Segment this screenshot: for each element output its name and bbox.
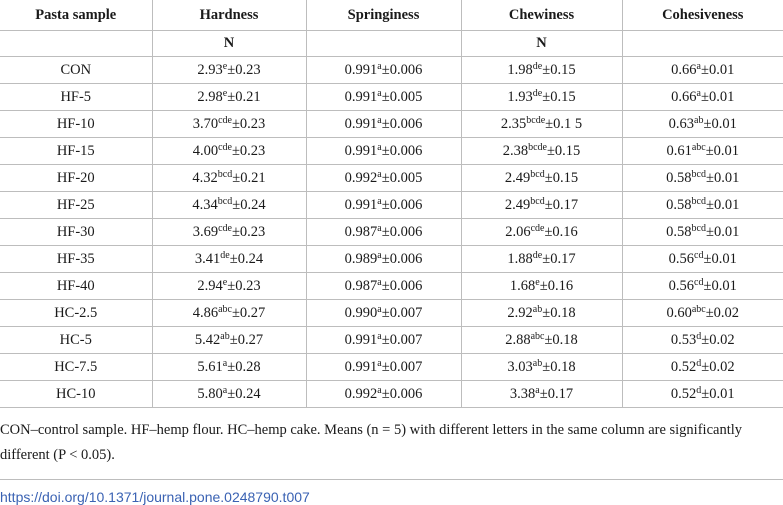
header-pasta-sample: Pasta sample: [0, 0, 152, 31]
cell-sd: ±0.01: [705, 196, 740, 213]
cell-hardness: [152, 300, 306, 327]
cell-sd: ±0.17: [544, 196, 579, 213]
cell-springiness: [306, 138, 461, 165]
cell-significance-letters: cde: [218, 222, 232, 234]
header-springiness: Springiness: [306, 0, 461, 31]
cell-springiness: [306, 165, 461, 192]
cell-sd: ±0.18: [544, 331, 578, 348]
cell-significance-letters: a: [377, 168, 382, 180]
cell-hardness: [152, 273, 306, 300]
cell-mean: 4.86: [192, 304, 219, 321]
cell-mean: 0.991: [344, 196, 378, 213]
cell-springiness: [306, 354, 461, 381]
cell-sd: ±0.23: [231, 142, 266, 159]
cell-hardness: [152, 327, 306, 354]
cell-significance-letters: cde: [530, 222, 545, 234]
cell-mean: 0.987: [344, 277, 378, 294]
table-row: [0, 138, 783, 165]
cell-mean: 0.60: [666, 304, 692, 321]
cell-significance-letters: a: [535, 384, 540, 396]
cell-sd: ±0.15: [542, 88, 576, 105]
cell-sd: ±0.23: [227, 277, 261, 294]
cell-chewiness: [461, 165, 622, 192]
cell-significance-letters: bcd: [530, 168, 545, 180]
cell-cohesiveness: [622, 300, 783, 327]
cell-mean: 0.991: [344, 142, 378, 159]
cell-cohesiveness: [622, 246, 783, 273]
cell-sd: ±0.15: [546, 142, 581, 159]
cell-sd: ±0.18: [542, 304, 576, 321]
table-row: [0, 354, 783, 381]
table-row: [0, 111, 783, 138]
cell-significance-letters: abc: [530, 330, 545, 342]
cell-chewiness: [461, 84, 622, 111]
cell-significance-letters: ab: [532, 303, 543, 315]
cell-mean: 2.93: [197, 61, 223, 78]
cell-mean: 2.35: [500, 115, 527, 132]
cell-mean: 0.990: [344, 304, 378, 321]
cell-chewiness: [461, 246, 622, 273]
cell-sd: ±0.23: [231, 223, 266, 240]
cell-significance-letters: d: [696, 384, 702, 396]
cell-hardness: [152, 219, 306, 246]
cell-significance-letters: e: [222, 60, 228, 72]
table-footnote: CON–control sample. HF–hemp flour. HC–hemp cake. Means (n = 5) with different letters in the same column are significantly different (P < 0.05).: [0, 422, 742, 463]
cell-mean: 2.92: [507, 304, 533, 321]
cell-chewiness: [461, 300, 622, 327]
cell-springiness: [306, 327, 461, 354]
cell-significance-letters: a: [696, 60, 701, 72]
cell-mean: 5.80: [197, 385, 223, 402]
cell-chewiness: [461, 273, 622, 300]
cell-sd: ±0.02: [705, 304, 740, 321]
cell-sd: ±0.23: [231, 115, 266, 132]
cell-mean: 0.56: [668, 250, 695, 267]
cell-significance-letters: cde: [218, 141, 232, 153]
cell-hardness: [152, 111, 306, 138]
cell-significance-letters: bcd: [217, 168, 233, 180]
cell-sample: HC-2.5: [0, 300, 152, 327]
cell-sample: HC-10: [0, 381, 152, 408]
cell-sd: ±0.006: [381, 385, 423, 402]
cell-sd: ±0.005: [381, 169, 423, 186]
cell-chewiness: [461, 111, 622, 138]
cell-sd: ±0.1 5: [545, 115, 583, 132]
cell-mean: 0.58: [666, 169, 692, 186]
cell-springiness: [306, 300, 461, 327]
units-row: [0, 31, 783, 57]
cell-sd: ±0.007: [381, 304, 423, 321]
cell-sd: ±0.27: [231, 304, 266, 321]
cell-mean: 2.06: [505, 223, 531, 240]
cell-significance-letters: bcde: [528, 141, 547, 153]
cell-hardness: [152, 138, 306, 165]
cell-sd: ±0.24: [227, 385, 261, 402]
table-row: [0, 327, 783, 354]
cell-significance-letters: cd: [694, 249, 704, 261]
cell-significance-letters: de: [532, 60, 543, 72]
cell-sd: ±0.005: [381, 88, 423, 105]
cell-mean: 1.88: [507, 250, 533, 267]
cell-significance-letters: bcd: [217, 195, 233, 207]
cell-cohesiveness: [622, 354, 783, 381]
cell-mean: 2.94: [197, 277, 223, 294]
cell-springiness: [306, 273, 461, 300]
table-row: [0, 273, 783, 300]
cell-significance-letters: bcd: [691, 168, 706, 180]
cell-sd: ±0.01: [705, 223, 740, 240]
cell-hardness: [152, 381, 306, 408]
cell-sample: CON: [0, 57, 152, 84]
cell-mean: 0.53: [670, 331, 697, 348]
header-row: [0, 0, 783, 31]
cell-mean: 0.52: [670, 385, 697, 402]
cell-chewiness: [461, 57, 622, 84]
cell-mean: 0.58: [666, 196, 692, 213]
cell-mean: 4.00: [192, 142, 219, 159]
cell-significance-letters: e: [535, 276, 540, 288]
cell-mean: 1.68: [509, 277, 536, 294]
cell-significance-letters: cde: [218, 114, 232, 126]
cell-significance-letters: a: [377, 384, 382, 396]
doi-link[interactable]: https://doi.org/10.1371/journal.pone.0248790.t007: [0, 489, 310, 505]
unit-hardness: N: [152, 31, 306, 57]
cell-sample: HF-5: [0, 84, 152, 111]
cell-sd: ±0.15: [544, 169, 579, 186]
cell-significance-letters: de: [532, 87, 543, 99]
cell-mean: 5.61: [197, 358, 223, 375]
cell-significance-letters: a: [377, 114, 382, 126]
cell-significance-letters: a: [377, 357, 382, 369]
cell-cohesiveness: [622, 138, 783, 165]
cell-sample: HF-15: [0, 138, 152, 165]
cell-cohesiveness: [622, 192, 783, 219]
cell-sd: ±0.006: [381, 115, 423, 132]
cell-cohesiveness: [622, 273, 783, 300]
cell-sd: ±0.16: [539, 277, 574, 294]
cell-sd: ±0.21: [227, 88, 261, 105]
cell-sd: ±0.006: [381, 142, 423, 159]
cell-springiness: [306, 57, 461, 84]
cell-sd: ±0.28: [227, 358, 261, 375]
cell-sd: ±0.17: [542, 250, 576, 267]
cell-sd: ±0.007: [381, 331, 423, 348]
cell-sd: ±0.006: [381, 223, 423, 240]
cell-sd: ±0.23: [227, 61, 261, 78]
cell-sd: ±0.01: [703, 250, 737, 267]
cell-significance-letters: bcd: [691, 222, 706, 234]
cell-cohesiveness: [622, 111, 783, 138]
cell-mean: 0.58: [666, 223, 692, 240]
cell-hardness: [152, 57, 306, 84]
cell-mean: 0.991: [344, 331, 378, 348]
cell-mean: 0.991: [344, 88, 378, 105]
table-row: [0, 219, 783, 246]
cell-significance-letters: a: [377, 330, 382, 342]
cell-sample: HC-5: [0, 327, 152, 354]
header-hardness: Hardness: [152, 0, 306, 31]
unit-springiness: [306, 31, 461, 57]
cell-mean: 3.41: [194, 250, 221, 267]
table-row: [0, 84, 783, 111]
cell-sd: ±0.27: [229, 331, 264, 348]
cell-significance-letters: bcd: [530, 195, 545, 207]
cell-significance-letters: ab: [220, 330, 230, 342]
cell-mean: 4.32: [192, 169, 218, 186]
cell-sd: ±0.01: [705, 169, 740, 186]
cell-mean: 0.991: [344, 61, 378, 78]
cell-hardness: [152, 354, 306, 381]
cell-sd: ±0.01: [700, 88, 735, 105]
cell-mean: 2.49: [504, 169, 531, 186]
cell-springiness: [306, 192, 461, 219]
cell-significance-letters: d: [696, 357, 702, 369]
cell-significance-letters: a: [377, 303, 382, 315]
cell-chewiness: [461, 354, 622, 381]
cell-significance-letters: a: [377, 276, 382, 288]
cell-chewiness: [461, 327, 622, 354]
table-row: [0, 246, 783, 273]
cell-chewiness: [461, 138, 622, 165]
cell-sd: ±0.006: [381, 277, 423, 294]
cell-sample: HC-7.5: [0, 354, 152, 381]
cell-mean: 0.52: [670, 358, 697, 375]
cell-mean: 0.63: [668, 115, 695, 132]
cell-chewiness: [461, 381, 622, 408]
cell-mean: 0.991: [344, 358, 378, 375]
cell-significance-letters: d: [696, 330, 702, 342]
cell-mean: 2.98: [197, 88, 223, 105]
cell-mean: 0.992: [344, 385, 378, 402]
cell-significance-letters: bcd: [691, 195, 706, 207]
cell-mean: 0.66: [671, 61, 697, 78]
cell-cohesiveness: [622, 219, 783, 246]
unit-cohesiveness: [622, 31, 783, 57]
header-chewiness: Chewiness: [461, 0, 622, 31]
cell-significance-letters: abc: [691, 303, 706, 315]
cell-sd: ±0.24: [229, 250, 264, 267]
cell-mean: 3.69: [192, 223, 219, 240]
cell-sd: ±0.16: [544, 223, 578, 240]
cell-mean: 4.34: [192, 196, 218, 213]
cell-sd: ±0.15: [542, 61, 576, 78]
cell-sd: ±0.01: [703, 115, 737, 132]
cell-sd: ±0.01: [703, 277, 737, 294]
cell-cohesiveness: [622, 327, 783, 354]
cell-significance-letters: a: [377, 249, 382, 261]
cell-sd: ±0.18: [542, 358, 576, 375]
cell-significance-letters: e: [222, 87, 228, 99]
cell-significance-letters: a: [377, 195, 382, 207]
cell-mean: 0.61: [666, 142, 692, 159]
cell-hardness: [152, 192, 306, 219]
cell-sd: ±0.006: [381, 250, 423, 267]
cell-sample: HF-30: [0, 219, 152, 246]
cell-sd: ±0.01: [705, 142, 740, 159]
cell-sample: HF-25: [0, 192, 152, 219]
cell-sd: ±0.17: [539, 385, 574, 402]
cell-sd: ±0.006: [381, 196, 423, 213]
cell-sd: ±0.006: [381, 61, 423, 78]
header-cohesiveness: Cohesiveness: [622, 0, 783, 31]
cell-springiness: [306, 219, 461, 246]
cell-hardness: [152, 246, 306, 273]
cell-significance-letters: abc: [218, 303, 232, 315]
cell-mean: 2.38: [502, 142, 529, 159]
cell-cohesiveness: [622, 84, 783, 111]
cell-significance-letters: e: [222, 276, 228, 288]
cell-mean: 0.66: [671, 88, 697, 105]
cell-significance-letters: a: [222, 357, 228, 369]
cell-significance-letters: ab: [532, 357, 543, 369]
cell-mean: 1.93: [507, 88, 533, 105]
table-row: [0, 381, 783, 408]
cell-sd: ±0.02: [701, 331, 735, 348]
cell-sample: HF-40: [0, 273, 152, 300]
cell-sample: HF-20: [0, 165, 152, 192]
cell-sd: ±0.01: [700, 61, 735, 78]
cell-mean: 3.03: [507, 358, 533, 375]
cell-significance-letters: a: [377, 60, 382, 72]
unit-chewiness: N: [461, 31, 622, 57]
cell-sd: ±0.21: [232, 169, 266, 186]
cell-springiness: [306, 84, 461, 111]
cell-hardness: [152, 165, 306, 192]
cell-mean: 5.42: [194, 331, 221, 348]
cell-sample: HF-10: [0, 111, 152, 138]
cell-mean: 0.56: [668, 277, 695, 294]
cell-significance-letters: de: [220, 249, 230, 261]
table-row: [0, 165, 783, 192]
cell-mean: 2.88: [505, 331, 531, 348]
table-row: [0, 300, 783, 327]
cell-significance-letters: a: [696, 87, 701, 99]
table-row: [0, 192, 783, 219]
cell-mean: 2.49: [504, 196, 531, 213]
cell-mean: 1.98: [507, 61, 533, 78]
cell-chewiness: [461, 219, 622, 246]
cell-mean: 0.987: [344, 223, 378, 240]
cell-hardness: [152, 84, 306, 111]
cell-cohesiveness: [622, 165, 783, 192]
cell-mean: 3.38: [509, 385, 536, 402]
cell-cohesiveness: [622, 57, 783, 84]
cell-mean: 0.992: [344, 169, 378, 186]
cell-significance-letters: abc: [691, 141, 706, 153]
cell-significance-letters: ab: [694, 114, 704, 126]
cell-significance-letters: de: [532, 249, 543, 261]
cell-significance-letters: a: [377, 222, 382, 234]
cell-sample: HF-35: [0, 246, 152, 273]
cell-significance-letters: a: [377, 87, 382, 99]
cell-significance-letters: a: [377, 141, 382, 153]
cell-cohesiveness: [622, 381, 783, 408]
cell-sd: ±0.01: [701, 385, 735, 402]
table-row: [0, 57, 783, 84]
cell-sd: ±0.007: [381, 358, 423, 375]
cell-mean: 0.989: [344, 250, 378, 267]
table-body: [0, 57, 783, 408]
cell-significance-letters: bcde: [526, 114, 546, 126]
cell-significance-letters: cd: [694, 276, 704, 288]
unit-pasta-sample: [0, 31, 152, 57]
cell-sd: ±0.24: [232, 196, 266, 213]
cell-mean: 0.991: [344, 115, 378, 132]
cell-chewiness: [461, 192, 622, 219]
cell-mean: 3.70: [192, 115, 219, 132]
cell-springiness: [306, 111, 461, 138]
cell-springiness: [306, 246, 461, 273]
cell-springiness: [306, 381, 461, 408]
cell-sd: ±0.02: [701, 358, 735, 375]
cell-significance-letters: a: [222, 384, 228, 396]
